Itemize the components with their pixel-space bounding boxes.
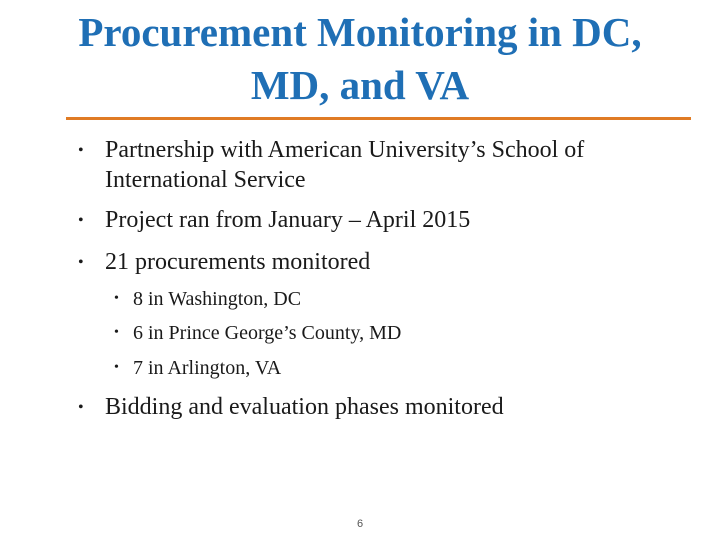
bullet-dot-icon: • — [114, 360, 119, 375]
bullet-item-phases — [78, 392, 678, 422]
bullet-dot-icon: • — [114, 325, 119, 340]
bullet-text: Partnership with American University’s School of International Service — [105, 137, 585, 193]
sub-bullet-text: 7 in Arlington, VA — [133, 357, 282, 379]
slide-title-line-1: Procurement Monitoring in DC, — [78, 9, 642, 55]
slide-title-line-2: MD, and VA — [250, 62, 470, 109]
bullet-text: Project ran from January – April 2015 — [105, 207, 471, 233]
bullet-item-partnership — [78, 135, 678, 195]
bullet-text: Bidding and evaluation phases monitored — [105, 394, 504, 420]
bullet-dot-icon: • — [78, 399, 84, 416]
sub-bullet-item-prince-georges — [114, 321, 674, 345]
page-number: 6 — [356, 518, 364, 530]
bullet-dot-icon: • — [78, 142, 84, 159]
bullet-item-procurement-count — [78, 247, 678, 277]
sub-bullet-text: 8 in Washington, DC — [133, 288, 302, 310]
bullet-text: 21 procurements monitored — [105, 249, 371, 275]
bullet-dot-icon: • — [78, 212, 84, 229]
bullet-dot-icon: • — [78, 254, 84, 271]
sub-bullet-text: 6 in Prince George’s County, MD — [133, 322, 402, 344]
sub-bullet-item-arlington — [114, 356, 674, 380]
bullet-dot-icon: • — [114, 291, 119, 306]
sub-bullet-item-washington — [114, 287, 674, 311]
bullet-item-project-dates — [78, 205, 678, 235]
